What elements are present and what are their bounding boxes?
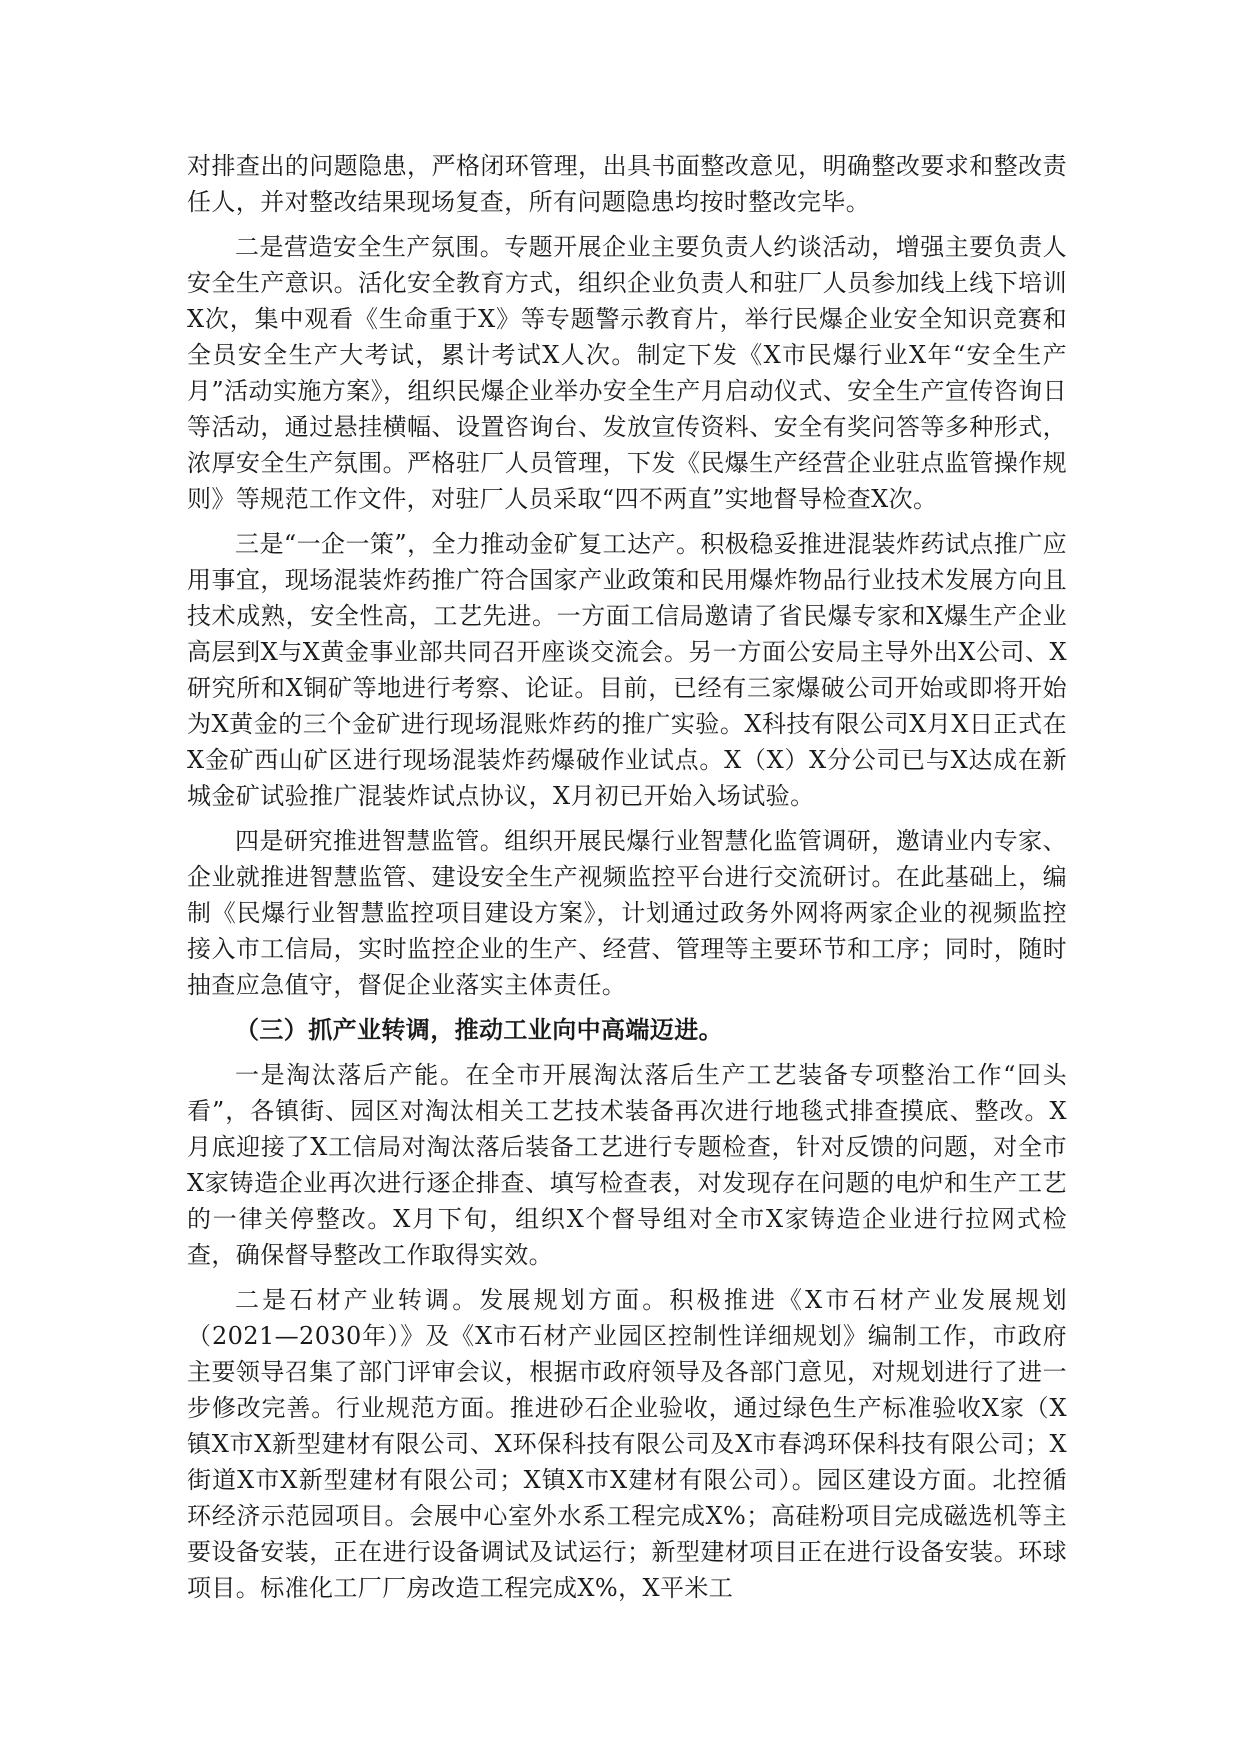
paragraph-continuation: 对排查出的问题隐患，严格闭环管理，出具书面整改意见，明确整改要求和整改责任人，并对整改结果现场复查，所有问题隐患均按时整改完毕。 (187, 152, 1067, 216)
document-page (187, 148, 1067, 1615)
paragraph-eliminate-backward-capacity: 一是淘汰落后产能。在全市开展淘汰落后生产工艺装备专项整治工作“回头看”，各镇街、园区对淘汰相关工艺技术装备再次进行地毯式排查摸底、整改。X月底迎接了X工信局对淘汰落后装备工艺进行专题检查，针对反馈的问题，对全市X家铸造企业再次进行逐企排查、填写检查表，对发现存在问题的电炉和生产工艺的一律关停整改。X月下旬，组织X个督导组对全市X家铸造企业进行拉网式检查，确保督导整改工作取得实效。 (187, 1061, 1067, 1269)
section-heading: （三）抓产业转调，推动工业向中高端迈进。 (235, 1016, 723, 1044)
paragraph-safety-atmosphere: 二是营造安全生产氛围。专题开展企业主要负责人约谈活动，增强主要负责人安全生产意识。活化安全教育方式，组织企业负责人和驻厂人员参加线上线下培训X次，集中观看《生命重于X》等专题警示教育片，举行民爆企业安全知识竞赛和全员安全生产大考试，累计考试X人次。制定下发《X市民爆行业X年“安全生产月”活动实施方案》，组织民爆企业举办安全生产月启动仪式、安全生产宣传咨询日等活动，通过悬挂横幅、设置咨询台、发放宣传资料、安全有奖问答等多种形式，浓厚安全生产氛围。严格驻厂人员管理，下发《民爆生产经营企业驻点监管操作规则》等规范工作文件，对驻厂人员采取“四不两直”实地督导检查X次。 (187, 233, 1067, 513)
paragraph-gold-mine-recovery: 三是“一企一策”，全力推动金矿复工达产。积极稳妥推进混装炸药试点推广应用事宜，现场混装炸药推广符合国家产业政策和民用爆炸物品行业技术发展方向且技术成熟，安全性高，工艺先进。一方面工信局邀请了省民爆专家和X爆生产企业高层到X与X黄金事业部共同召开座谈交流会。另一方面公安局主导外出X公司、X研究所和X铜矿等地进行考察、论证。目前，已经有三家爆破公司开始或即将开始为X黄金的三个金矿进行现场混账炸药的推广实验。X科技有限公司X月X日正式在X金矿西山矿区进行现场混装炸药爆破作业试点。X（X）X分公司已与X达成在新城金矿试验推广混装炸试点协议，X月初已开始入场试验。 (187, 530, 1067, 810)
paragraph-smart-supervision: 四是研究推进智慧监管。组织开展民爆行业智慧化监管调研，邀请业内专家、企业就推进智慧监管、建设安全生产视频监控平台进行交流研讨。在此基础上，编制《民爆行业智慧监控项目建设方案》，计划通过政务外网将两家企业的视频监控接入市工信局，实时监控企业的生产、经营、管理等主要环节和工序；同时，随时抽查应急值守，督促企业落实主体责任。 (187, 827, 1067, 999)
paragraph-stone-industry: 二是石材产业转调。发展规划方面。积极推进《X市石材产业发展规划（2021—2030年）》及《X市石材产业园区控制性详细规划》编制工作，市政府主要领导召集了部门评审会议，根据市政府领导及各部门意见，对规划进行了进一步修改完善。行业规范方面。推进砂石企业验收，通过绿色生产标准验收X家（X镇X市X新型建材有限公司、X环保科技有限公司及X市春鸿环保科技有限公司；X街道X市X新型建材有限公司；X镇X市X建材有限公司）。园区建设方面。北控循环经济示范园项目。会展中心室外水系工程完成X%；高硅粉项目完成磁选机等主要设备安装，正在进行设备调试及试运行；新型建材项目正在进行设备安装。环球项目。标准化工厂厂房改造工程完成X%，X平米工 (187, 1286, 1067, 1602)
